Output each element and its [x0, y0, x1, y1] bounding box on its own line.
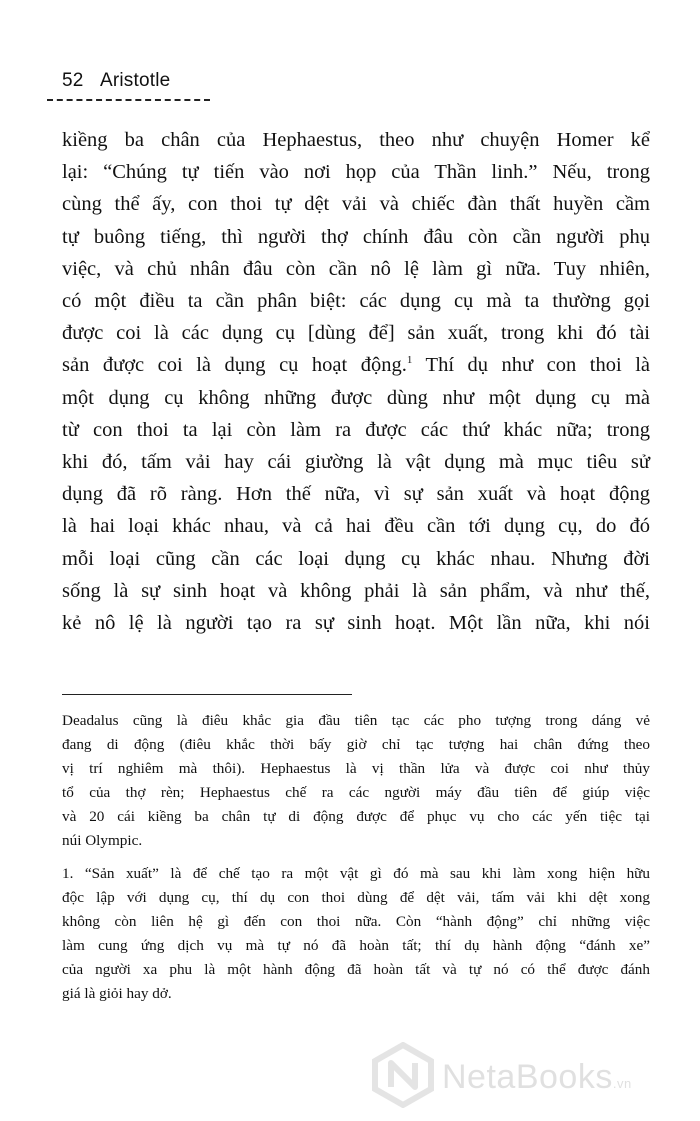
body-line: mỗi loại cũng cần các loại dụng cụ khác nhau. Nhưng đời	[62, 547, 650, 570]
body-line: kẻ nô lệ là người tạo ra sự sinh hoạt. Một lần nữa, khi nói	[62, 612, 650, 635]
watermark-tld: .vn	[612, 1076, 632, 1091]
body-line: tự buông tiếng, thì người thợ chính đâu còn cần người phụ	[62, 225, 650, 248]
body-line: từ con thoi ta lại còn làm ra được các thứ khác nữa; trong	[62, 418, 650, 441]
footnote-line: núi Olympic.	[62, 832, 143, 849]
footnote-line: vị trí nghiêm mà thôi). Hephaestus là vị thần lửa và được coi như thủy	[62, 760, 650, 777]
footnote-separator	[62, 694, 352, 695]
footnote-1	[62, 862, 650, 1006]
watermark-text	[442, 1058, 632, 1097]
watermark-brand: NetaBooks	[442, 1058, 613, 1096]
footnote-line: và 20 cái kiềng ba chân tự di động được để phục vụ cho các yến tiệc tại	[62, 808, 650, 825]
body-line: là hai loại khác nhau, và cả hai đều cần tới dụng cụ, do đó	[62, 515, 650, 538]
page-number: 52	[62, 70, 84, 91]
body-line-text: sản được coi là dụng cụ hoạt động.	[62, 354, 407, 377]
footnote-line: độc lập với dụng cụ, thí dụ con thoi dùng để dệt vải, tấm vải khi dệt xong	[62, 889, 650, 906]
footnote-line: không còn liên hệ gì đến con thoi nữa. Còn “hành động” chỉ những việc	[62, 913, 650, 930]
footnote-line: giá là giỏi hay dở.	[62, 985, 172, 1002]
header-dashed-rule	[47, 99, 210, 101]
body-line-continuation: Thí dụ như con thoi là	[412, 354, 651, 377]
body-line: kiềng ba chân của Hephaestus, theo như chuyện Homer kể	[62, 129, 650, 151]
footnote-line: Deadalus cũng là điêu khắc gia đầu tiên tạc các pho tượng trong dáng vẻ	[62, 712, 650, 729]
footnote-line: làm cung ứng dịch vụ mà tự nó đã hoàn tất; thí dụ hành động “đánh xe”	[62, 937, 650, 954]
netabooks-watermark	[370, 1040, 690, 1110]
body-line: cùng thể ấy, con thoi tự dệt vải và chiếc đàn thất huyền cầm	[62, 193, 650, 216]
body-line: có một điều ta cần phân biệt: các dụng cụ mà ta thường gọi	[62, 290, 650, 313]
main-text	[62, 124, 650, 639]
body-line	[62, 349, 650, 381]
body-line: sống là sự sinh hoạt và không phải là sản phẩm, và như thế,	[62, 579, 650, 602]
running-title: Aristotle	[99, 70, 171, 91]
footnote-continued	[62, 709, 650, 853]
body-line: được coi là các dụng cụ [dùng để] sản xuất, trong khi đó tài	[62, 322, 650, 345]
body-line: lại: “Chúng tự tiến vào nơi họp của Thần linh.” Nếu, trong	[62, 161, 650, 184]
footnotes	[62, 709, 650, 1015]
body-line: một dụng cụ không những được dùng như một dụng cụ mà	[62, 386, 650, 409]
body-line: dụng đã rõ ràng. Hơn thế nữa, vì sự sản xuất và hoạt động	[62, 483, 650, 506]
footnote-line: của người xa phu là một hành động đã hoàn tất và tự nó có thể được đánh	[62, 961, 650, 978]
running-header	[62, 70, 170, 92]
footnote-line: tổ của thợ rèn; Hephaestus chế ra các người máy đầu tiên để giúp việc	[62, 784, 650, 801]
footnote-line: 1. “Sản xuất” là để chế tạo ra một vật gì đó mà sau khi làm xong hiện hữu	[62, 865, 650, 882]
body-line: việc, và chủ nhân đâu còn cần nô lệ làm gì nữa. Tuy nhiên,	[62, 257, 650, 280]
footnote-line: đang di động (điêu khắc thời bấy giờ chỉ tạc tượng hai chân đứng theo	[62, 736, 650, 753]
footnote-marker: 1	[406, 354, 413, 367]
netabooks-logo-icon	[370, 1042, 436, 1108]
body-line: khi đó, tấm vải hay cái giường là vật dụng mà mục tiêu sử	[62, 451, 650, 474]
